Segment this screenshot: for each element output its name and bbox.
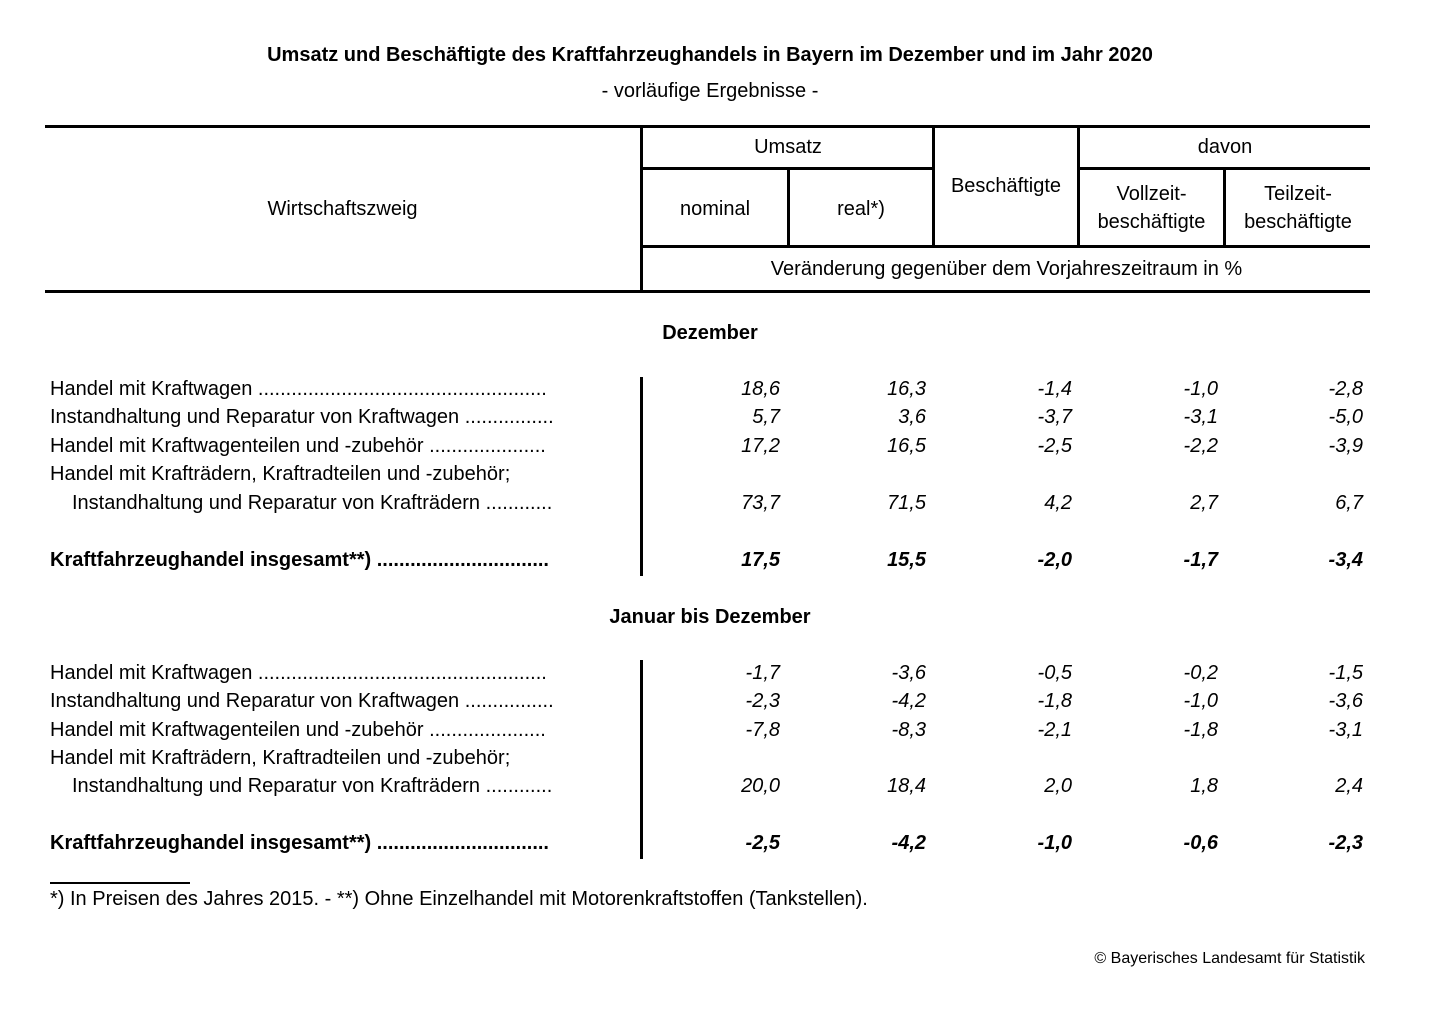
data-column-divider — [640, 660, 643, 859]
table-header-bottom-rule — [45, 290, 1370, 293]
table-top-rule — [45, 125, 1370, 128]
total-cell-teilzeit: -2,3 — [1328, 832, 1363, 854]
cell-nominal: 18,6 — [741, 378, 780, 400]
header-vollzeit-line2: beschäftigte — [1097, 211, 1206, 233]
header-nominal: nominal — [679, 198, 751, 220]
total-row-label: Kraftfahrzeughandel insgesamt**) ............................... — [50, 832, 549, 854]
header-davon: davon — [1197, 136, 1253, 158]
total-cell-nominal: -2,5 — [745, 832, 780, 854]
header-vollzeit-line1: Vollzeit- — [1116, 183, 1187, 205]
cell-vollzeit: 1,8 — [1190, 775, 1218, 797]
cell-real: -4,2 — [891, 690, 926, 712]
cell-beschaeftigte: 2,0 — [1044, 775, 1072, 797]
total-cell-vollzeit: -1,7 — [1183, 549, 1218, 571]
cell-vollzeit: -1,0 — [1183, 690, 1218, 712]
cell-nominal: 20,0 — [741, 775, 780, 797]
cell-real: 71,5 — [887, 492, 926, 514]
cell-nominal: -1,7 — [745, 662, 780, 684]
row-label: Handel mit Kraftwagenteilen und -zubehör ..................... — [50, 719, 546, 741]
total-cell-beschaeftigte: -2,0 — [1037, 549, 1072, 571]
copyright-notice: © Bayerisches Landesamt für Statistik — [1094, 950, 1365, 967]
cell-teilzeit: -3,1 — [1328, 719, 1363, 741]
row-label: Handel mit Kraftwagen .................................................... — [50, 662, 547, 684]
row-label: Instandhaltung und Reparatur von Kraftwagen ................ — [50, 690, 554, 712]
header-beschaeftigte: Beschäftigte — [950, 175, 1062, 197]
cell-teilzeit: -3,9 — [1328, 435, 1363, 457]
cell-teilzeit: -3,6 — [1328, 690, 1363, 712]
header-veraenderung: Veränderung gegenüber dem Vorjahreszeitraum in % — [770, 258, 1243, 280]
cell-teilzeit: -5,0 — [1328, 406, 1363, 428]
row-label: Handel mit Kraftwagenteilen und -zubehör ..................... — [50, 435, 546, 457]
cell-beschaeftigte: -2,5 — [1037, 435, 1072, 457]
cell-beschaeftigte: -1,4 — [1037, 378, 1072, 400]
cell-vollzeit: -0,2 — [1183, 662, 1218, 684]
header-divider — [643, 245, 1370, 248]
row-label: Instandhaltung und Reparatur von Krafträdern ............ — [72, 775, 553, 797]
header-real: real*) — [837, 198, 885, 220]
section-heading: Dezember — [662, 322, 758, 344]
total-cell-nominal: 17,5 — [741, 549, 780, 571]
cell-real: 18,4 — [887, 775, 926, 797]
header-wirtschaftszweig: Wirtschaftszweig — [267, 198, 418, 220]
row-label: Handel mit Krafträdern, Kraftradteilen und -zubehör; — [50, 747, 511, 769]
page-subtitle: - vorläufige Ergebnisse - — [601, 80, 819, 102]
total-cell-real: -4,2 — [891, 832, 926, 854]
cell-real: 16,3 — [887, 378, 926, 400]
cell-nominal: 17,2 — [741, 435, 780, 457]
header-teilzeit-line2: beschäftigte — [1244, 211, 1352, 233]
data-column-divider — [640, 377, 643, 576]
header-teilzeit-line1: Teilzeit- — [1264, 183, 1332, 205]
page-title: Umsatz und Beschäftigte des Kraftfahrzeughandels in Bayern im Dezember und im Jahr 2020 — [267, 44, 1153, 66]
cell-vollzeit: 2,7 — [1190, 492, 1218, 514]
cell-nominal: 5,7 — [752, 406, 780, 428]
cell-vollzeit: -3,1 — [1183, 406, 1218, 428]
cell-beschaeftigte: -3,7 — [1037, 406, 1072, 428]
cell-beschaeftigte: 4,2 — [1044, 492, 1072, 514]
footnote-rule — [50, 882, 190, 884]
total-cell-real: 15,5 — [887, 549, 926, 571]
total-cell-teilzeit: -3,4 — [1328, 549, 1363, 571]
cell-nominal: -2,3 — [745, 690, 780, 712]
cell-real: -8,3 — [891, 719, 926, 741]
footnote: *) In Preisen des Jahres 2015. - **) Ohne Einzelhandel mit Motorenkraftstoffen (Tankstellen). — [50, 888, 868, 910]
row-label: Instandhaltung und Reparatur von Kraftwagen ................ — [50, 406, 554, 428]
cell-vollzeit: -2,2 — [1183, 435, 1218, 457]
cell-real: 3,6 — [898, 406, 926, 428]
header-umsatz: Umsatz — [754, 136, 822, 158]
cell-beschaeftigte: -1,8 — [1037, 690, 1072, 712]
section-heading: Januar bis Dezember — [609, 606, 811, 628]
total-row-label: Kraftfahrzeughandel insgesamt**) ............................... — [50, 549, 549, 571]
cell-teilzeit: 6,7 — [1335, 492, 1363, 514]
cell-teilzeit: 2,4 — [1335, 775, 1363, 797]
row-label: Instandhaltung und Reparatur von Krafträdern ............ — [72, 492, 553, 514]
cell-real: -3,6 — [891, 662, 926, 684]
cell-vollzeit: -1,8 — [1183, 719, 1218, 741]
row-label: Handel mit Kraftwagen .................................................... — [50, 378, 547, 400]
total-cell-beschaeftigte: -1,0 — [1037, 832, 1072, 854]
cell-nominal: 73,7 — [741, 492, 780, 514]
cell-real: 16,5 — [887, 435, 926, 457]
cell-teilzeit: -1,5 — [1328, 662, 1363, 684]
cell-vollzeit: -1,0 — [1183, 378, 1218, 400]
cell-beschaeftigte: -2,1 — [1037, 719, 1072, 741]
cell-nominal: -7,8 — [745, 719, 780, 741]
cell-beschaeftigte: -0,5 — [1037, 662, 1072, 684]
cell-teilzeit: -2,8 — [1328, 378, 1363, 400]
total-cell-vollzeit: -0,6 — [1183, 832, 1218, 854]
row-label: Handel mit Krafträdern, Kraftradteilen und -zubehör; — [50, 463, 511, 485]
